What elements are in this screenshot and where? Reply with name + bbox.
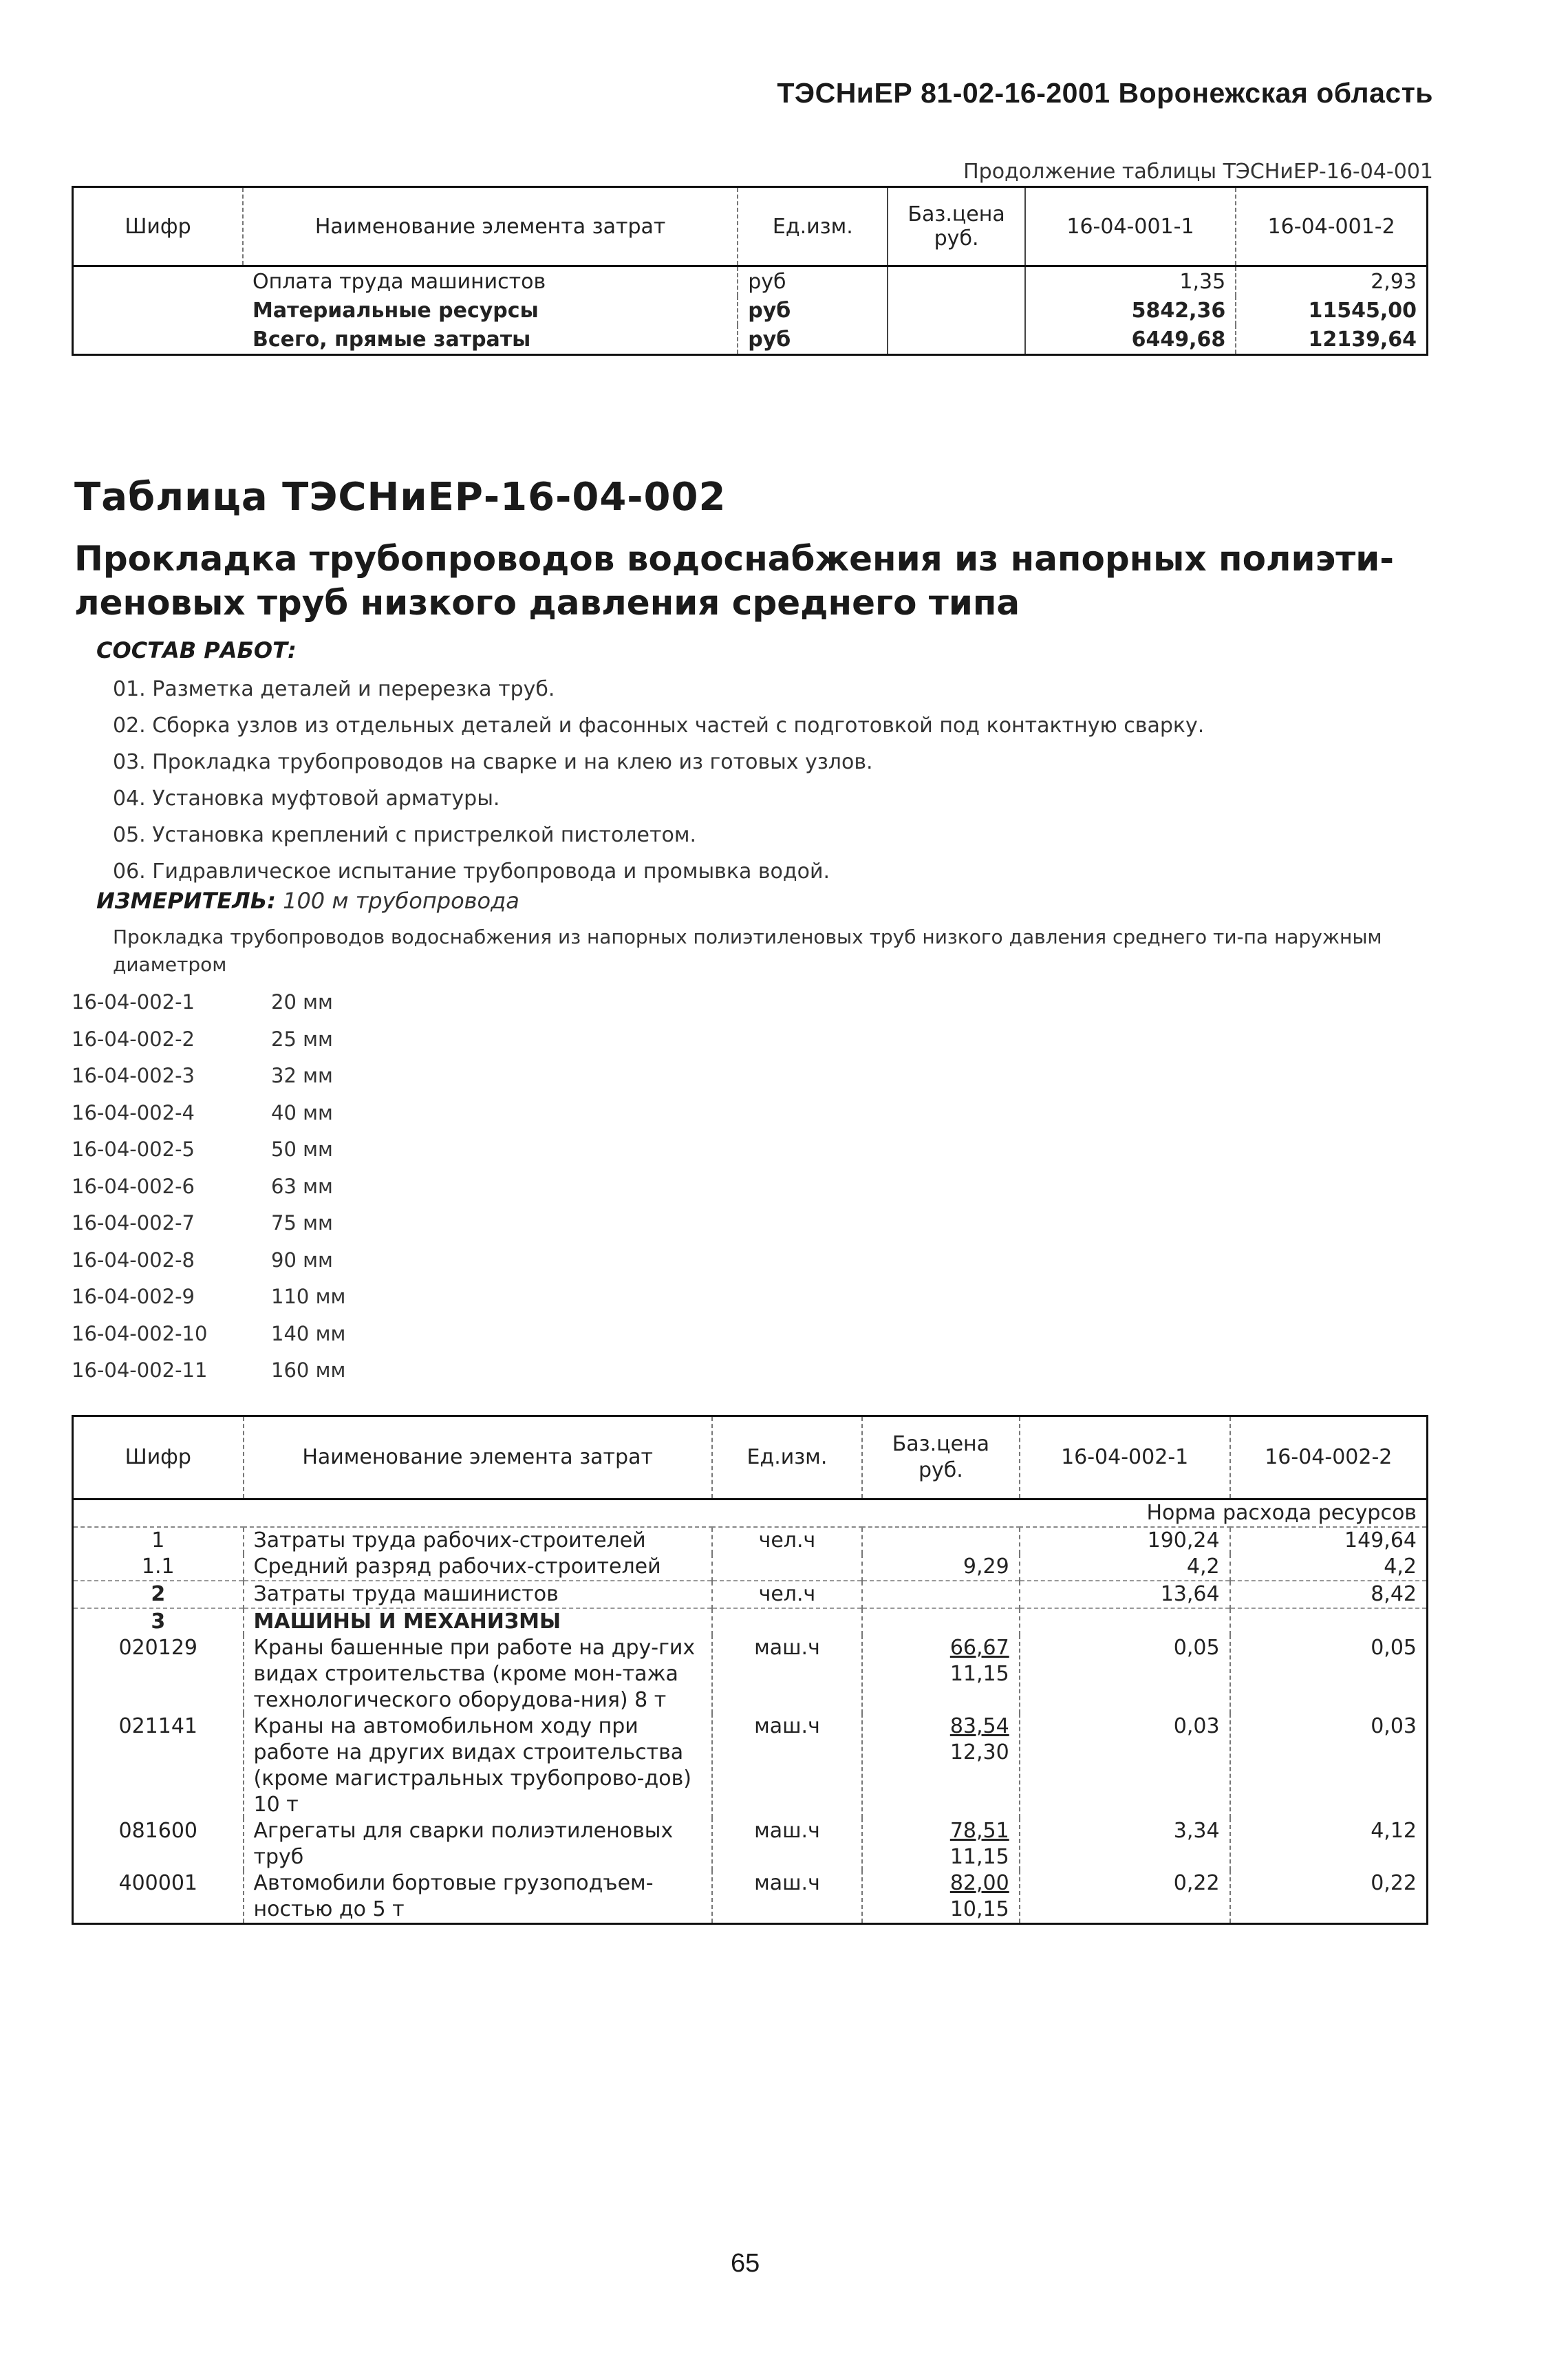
row-name: Оплата труда машинистов <box>252 269 546 294</box>
col-name: Наименование элемента затрат <box>244 1416 712 1499</box>
row-v1: 3,34 <box>1020 1818 1230 1870</box>
page-number: 65 <box>731 2249 760 2278</box>
price-wage: 11,15 <box>949 1845 1009 1869</box>
table-row <box>73 1714 1428 1818</box>
table-header-row <box>73 1416 1428 1499</box>
size-label: 25 мм <box>271 1027 333 1051</box>
col-code: Шифр <box>73 1416 244 1499</box>
row-v2: 2,93 <box>1236 266 1427 297</box>
resource-table-001 <box>72 186 1428 356</box>
col-v2: 16-04-001-2 <box>1236 187 1427 266</box>
row-v2: 0,22 <box>1230 1870 1428 1924</box>
size-label: 20 мм <box>271 990 333 1014</box>
col-v1: 16-04-002-1 <box>1020 1416 1230 1499</box>
row-v1: 0,22 <box>1020 1870 1230 1924</box>
list-item <box>72 1316 345 1353</box>
table-title: Таблица ТЭСНиЕР-16-04-002 <box>74 475 727 520</box>
size-label: 40 мм <box>271 1100 333 1124</box>
row-price <box>862 1527 1020 1554</box>
size-label: 63 мм <box>271 1174 333 1198</box>
row-unit: руб <box>738 296 888 325</box>
list-item <box>72 1205 345 1242</box>
row-v2: 4,2 <box>1230 1554 1428 1581</box>
row-name: Затраты труда рабочих-строителей <box>244 1527 712 1554</box>
table-row <box>73 1527 1428 1554</box>
row-price <box>862 1714 1020 1818</box>
col-v2: 16-04-002-2 <box>1230 1416 1428 1499</box>
table-row <box>73 325 1428 355</box>
size-label: 50 мм <box>271 1138 333 1161</box>
list-item: 01. Разметка деталей и перерезка труб. <box>113 677 555 701</box>
row-v1: 1,35 <box>1025 266 1236 297</box>
table-row <box>73 1870 1428 1924</box>
table-row <box>73 1818 1428 1870</box>
code-label: 16-04-002-1 <box>72 990 195 1014</box>
price-base: 78,51 <box>949 1819 1009 1843</box>
size-label: 90 мм <box>271 1248 333 1272</box>
continuation-label: Продолжение таблицы ТЭСНиЕР-16-04-001 <box>963 160 1433 184</box>
table-row <box>73 266 1428 297</box>
measure-line <box>96 888 519 914</box>
row-name: Автомобили бортовые грузоподъем-ностью до 5 т <box>244 1870 712 1924</box>
row-code: 021141 <box>118 1714 198 1738</box>
row-code: 020129 <box>118 1636 198 1660</box>
row-v1: 4,2 <box>1020 1554 1230 1581</box>
size-label: 32 мм <box>271 1064 333 1087</box>
row-code: 1.1 <box>141 1555 175 1579</box>
list-item: 05. Установка креплений с пристрелкой пистолетом. <box>113 823 696 847</box>
row-price <box>862 1870 1020 1924</box>
row-code: 081600 <box>118 1819 198 1843</box>
row-code: 3 <box>73 1608 244 1635</box>
price-base: 82,00 <box>949 1871 1009 1895</box>
row-name: Затраты труда машинистов <box>244 1581 712 1608</box>
col-name: Наименование элемента затрат <box>243 187 738 266</box>
row-price <box>862 1608 1020 1635</box>
list-item <box>72 1168 345 1206</box>
row-v2: 0,03 <box>1230 1714 1428 1818</box>
row-unit: руб <box>738 325 888 355</box>
code-label: 16-04-002-2 <box>72 1027 195 1051</box>
row-price <box>862 1635 1020 1714</box>
col-unit: Ед.изм. <box>712 1416 862 1499</box>
row-name: Краны башенные при работе на дру-гих видах строительства (кроме мон-тажа технологического оборудова-ния) 8 т <box>244 1635 712 1714</box>
code-label: 16-04-002-10 <box>72 1321 208 1345</box>
row-unit: чел.ч <box>712 1527 862 1554</box>
row-v1: 0,03 <box>1020 1714 1230 1818</box>
col-price: Баз.цена руб. <box>888 187 1024 266</box>
code-label: 16-04-002-3 <box>72 1064 195 1087</box>
resource-table-002 <box>72 1415 1428 1925</box>
price-wage: 10,15 <box>949 1897 1009 1921</box>
list-item <box>72 1095 345 1132</box>
price-wage: 12,30 <box>949 1740 1009 1764</box>
row-v2: 12139,64 <box>1236 325 1427 355</box>
row-price <box>888 266 1024 297</box>
list-item <box>72 1242 345 1279</box>
list-item: 03. Прокладка трубопроводов на сварке и на клею из готовых узлов. <box>113 750 873 774</box>
measure-intro: Прокладка трубопроводов водоснабжения из напорных полиэтиленовых труб низкого давления среднего ти-па наружным диаметром <box>113 926 1382 976</box>
row-unit: маш.ч <box>712 1818 862 1870</box>
table-row <box>73 1635 1428 1714</box>
works-label: СОСТАВ РАБОТ: <box>96 637 297 663</box>
list-item: 06. Гидравлическое испытание трубопровода и промывка водой. <box>113 860 830 884</box>
col-price: Баз.цена руб. <box>862 1416 1020 1499</box>
code-label: 16-04-002-9 <box>72 1285 195 1308</box>
row-price <box>862 1818 1020 1870</box>
row-v2 <box>1230 1608 1428 1635</box>
row-v1: 0,05 <box>1020 1635 1230 1714</box>
code-label: 16-04-002-8 <box>72 1248 195 1272</box>
code-list <box>72 984 345 1389</box>
price-base: 83,54 <box>949 1714 1009 1738</box>
measure-label: ИЗМЕРИТЕЛЬ: <box>96 888 276 914</box>
norm-label: Норма расхода ресурсов <box>73 1499 1428 1528</box>
list-item: 02. Сборка узлов из отдельных деталей и фасонных частей с подготовкой под контактную сварку. <box>113 714 1205 738</box>
col-unit: Ед.изм. <box>738 187 888 266</box>
row-v2: 0,05 <box>1230 1635 1428 1714</box>
row-v1: 190,24 <box>1020 1527 1230 1554</box>
price-base: 66,67 <box>949 1636 1009 1660</box>
row-v2: 8,42 <box>1230 1581 1428 1608</box>
list-item <box>72 984 345 1021</box>
code-label: 16-04-002-11 <box>72 1358 208 1382</box>
row-unit <box>712 1554 862 1581</box>
row-name: Агрегаты для сварки полиэтиленовых труб <box>244 1818 712 1870</box>
table-row <box>73 1581 1428 1608</box>
row-price <box>888 296 1024 325</box>
size-label: 75 мм <box>271 1211 333 1235</box>
row-unit: маш.ч <box>712 1870 862 1924</box>
row-v1: 5842,36 <box>1025 296 1236 325</box>
code-label: 16-04-002-7 <box>72 1211 195 1235</box>
row-price <box>862 1581 1020 1608</box>
table-header-row <box>73 187 1428 266</box>
row-code: 1 <box>151 1528 165 1552</box>
table-row <box>73 1608 1428 1635</box>
row-v1 <box>1020 1608 1230 1635</box>
code-label: 16-04-002-5 <box>72 1138 195 1161</box>
table-subtitle: Прокладка трубопроводов водоснабжения из напорных полиэти-леновых труб низкого давления среднего типа <box>74 539 1394 623</box>
row-v1: 6449,68 <box>1025 325 1236 355</box>
row-unit: чел.ч <box>712 1581 862 1608</box>
col-v1: 16-04-001-1 <box>1025 187 1236 266</box>
size-label: 110 мм <box>271 1285 346 1308</box>
row-v1: 13,64 <box>1020 1581 1230 1608</box>
row-unit: маш.ч <box>712 1714 862 1818</box>
row-unit <box>712 1608 862 1635</box>
measure-value: 100 м трубопровода <box>283 888 519 914</box>
row-v2: 4,12 <box>1230 1818 1428 1870</box>
table-row <box>73 1554 1428 1581</box>
row-name: Средний разряд рабочих-строителей <box>244 1554 712 1581</box>
row-v2: 11545,00 <box>1236 296 1427 325</box>
list-item <box>72 1279 345 1316</box>
list-item: 04. Установка муфтовой арматуры. <box>113 787 500 811</box>
row-unit: маш.ч <box>712 1635 862 1714</box>
code-label: 16-04-002-6 <box>72 1174 195 1198</box>
row-v2: 149,64 <box>1230 1527 1428 1554</box>
list-item <box>72 1021 345 1058</box>
norm-row <box>73 1499 1428 1528</box>
running-header: ТЭСНиЕР 81-02-16-2001 Воронежская область <box>777 77 1433 109</box>
list-item <box>72 1131 345 1168</box>
size-label: 160 мм <box>271 1358 346 1382</box>
row-price: 9,29 <box>862 1554 1020 1581</box>
col-code: Шифр <box>73 187 243 266</box>
row-unit: руб <box>738 266 888 297</box>
list-item <box>72 1058 345 1095</box>
works-list <box>113 671 1204 890</box>
price-wage: 11,15 <box>949 1662 1009 1686</box>
row-name: Материальные ресурсы <box>252 298 539 323</box>
row-price <box>888 325 1024 355</box>
row-code: 2 <box>73 1581 244 1608</box>
list-item <box>72 1352 345 1389</box>
size-label: 140 мм <box>271 1321 346 1345</box>
code-label: 16-04-002-4 <box>72 1100 195 1124</box>
table-row <box>73 296 1428 325</box>
row-name: Краны на автомобильном ходу при работе на других видах строительства (кроме магистральных трубопрово-дов) 10 т <box>244 1714 712 1818</box>
row-name: Всего, прямые затраты <box>252 327 531 352</box>
row-code: 400001 <box>118 1871 198 1895</box>
row-name: МАШИНЫ И МЕХАНИЗМЫ <box>244 1608 712 1635</box>
